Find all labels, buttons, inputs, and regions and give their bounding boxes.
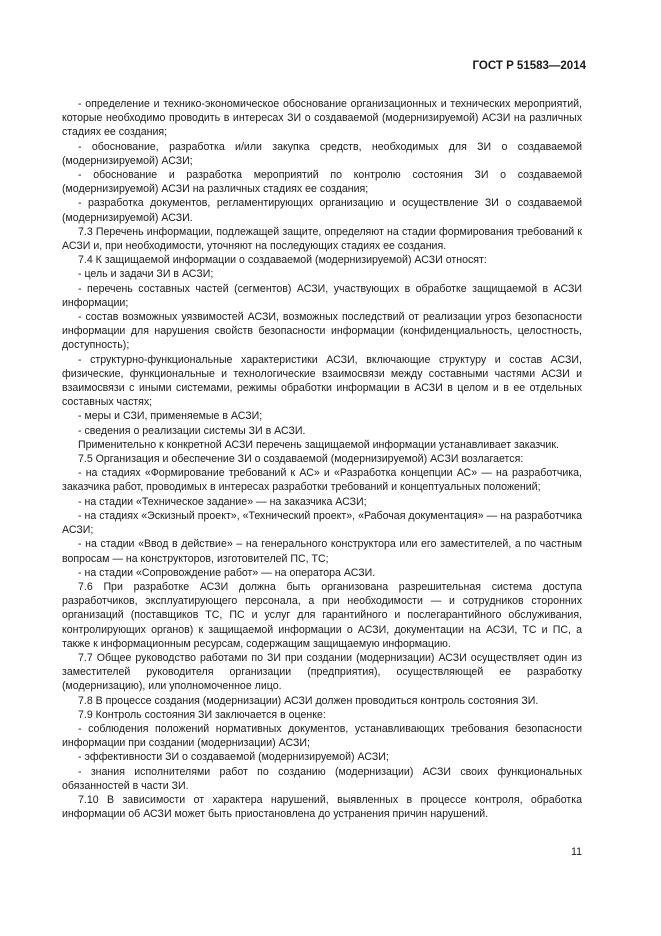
body-paragraph: 7.3 Перечень информации, подлежащей защите, определяют на стадии формирования требований к АСЗИ и, при необходимости, уточняют на последующих стадиях ее создания. bbox=[62, 225, 582, 253]
body-paragraph: - на стадиях «Формирование требований к АС» и «Разработка концепции АС» — на разработчика, заказчика работ, проводимых в интересах разработки требований и концептуальных положений; bbox=[62, 467, 582, 494]
body-paragraph: - перечень составных частей (сегментов) АСЗИ, участвующих в обработке защищаемой в АСЗИ информации; bbox=[62, 282, 582, 309]
body-paragraph: - разработка документов, регламентирующих организацию и осуществление ЗИ о создаваемой (модернизируемой) АСЗИ. bbox=[62, 197, 582, 224]
body-paragraph: Применительно к конкретной АСЗИ перечень защищаемой информации устанавливает заказчик. bbox=[78, 438, 559, 451]
body-paragraph: 7.7 Общее руководство работами по ЗИ при создании (модернизации) АСЗИ осуществляет один из заместителей руководителя организации (предприятия), осуществляющей ее разработку (модернизацию), или уполномоченное лицо. bbox=[62, 651, 582, 693]
body-paragraph: 7.9 Контроль состояния ЗИ заключается в оценке: bbox=[78, 708, 326, 721]
body-paragraph: - соблюдения положений нормативных документов, устанавливающих требования безопасности информации при создании (модернизации) АСЗИ; bbox=[62, 722, 582, 750]
body-paragraph: - обоснование, разработка и/или закупка средств, необходимых для ЗИ о создаваемой (модернизируемой) АСЗИ; bbox=[62, 140, 582, 167]
body-paragraph: - сведения о реализации системы ЗИ в АСЗИ. bbox=[78, 424, 306, 437]
body-paragraph: - цель и задачи ЗИ в АСЗИ; bbox=[78, 268, 214, 281]
body-paragraph: - структурно-функциональные характеристики АСЗИ, включающие структуру и состав АСЗИ, физические, функциональные и технологические взаимосвязи между составными частями АСЗИ и взаимосвязи с иными системами, режимы обработки информации в АСЗИ в целом и в ее отдельных составных частях; bbox=[62, 353, 582, 409]
body-paragraph: 7.8 В процессе создания (модернизации) АСЗИ должен проводиться контроль состояния ЗИ. bbox=[78, 694, 539, 707]
document-body bbox=[62, 97, 582, 821]
body-paragraph: 7.4 К защищаемой информации о создаваемой (модернизируемой) АСЗИ относят: bbox=[78, 254, 487, 267]
body-paragraph: - определение и технико-экономическое обоснование организационных и технических мероприятий, которые необходимо проводить в интересах ЗИ о создаваемой (модернизируемой) АСЗИ на различных стадиях ее создания; bbox=[62, 98, 582, 139]
body-paragraph: - обоснование и разработка мероприятий по контролю состояния ЗИ о создаваемой (модернизируемой) АСЗИ на различных стадиях ее создания; bbox=[62, 169, 582, 196]
body-paragraph: - меры и СЗИ, применяемые в АСЗИ; bbox=[78, 410, 263, 423]
body-paragraph: 7.10 В зависимости от характера нарушений, выявленных в процессе контроля, обработка информации об АСЗИ может быть приостановлена до устранения причин нарушений. bbox=[62, 793, 582, 821]
body-paragraph: - эффективности ЗИ о создаваемой (модернизируемой) АСЗИ; bbox=[78, 751, 389, 764]
body-paragraph: - на стадиях «Эскизный проект», «Технический проект», «Рабочая документация» — на разработчика АСЗИ; bbox=[62, 509, 582, 537]
body-paragraph: 7.6 При разработке АСЗИ должна быть организована разрешительная система доступа разработчиков, эксплуатирующего персонала, а при необходимости — и сотрудников сторонних организаций (поставщиков ТС, ПС и услуг для гарантийного и послегарантийного обслуживания, контролирующих органов) к защищаемой информации о АСЗИ, документации на АСЗИ, ТС и ПС, а также к информационным ресурсам, содержащим защищаемую информацию. bbox=[62, 580, 582, 650]
page-number: 11 bbox=[571, 846, 582, 858]
body-paragraph: - состав возможных уязвимостей АСЗИ, возможных последствий от реализации угроз безопасности информации для нарушения свойств безопасности информации (конфиденциальность, целостность, доступность); bbox=[62, 311, 582, 352]
body-paragraph: - знания исполнителями работ по созданию (модернизации) АСЗИ своих функциональных обязанностей в части ЗИ. bbox=[62, 765, 582, 792]
body-paragraph: - на стадии «Техническое задание» — на заказчика АСЗИ; bbox=[78, 495, 367, 508]
body-paragraph: - на стадии «Ввод в действие» – на генерального конструктора или его заместителей, а по частным вопросам — на конструкторов, изготовителей ПС, ТС; bbox=[62, 538, 582, 565]
body-paragraph: 7.5 Организация и обеспечение ЗИ о создаваемой (модернизируемой) АСЗИ возлагается: bbox=[78, 453, 524, 466]
body-paragraph: - на стадии «Сопровождение работ» — на оператора АСЗИ. bbox=[78, 566, 376, 579]
document-standard-id: ГОСТ Р 51583—2014 bbox=[472, 60, 586, 72]
